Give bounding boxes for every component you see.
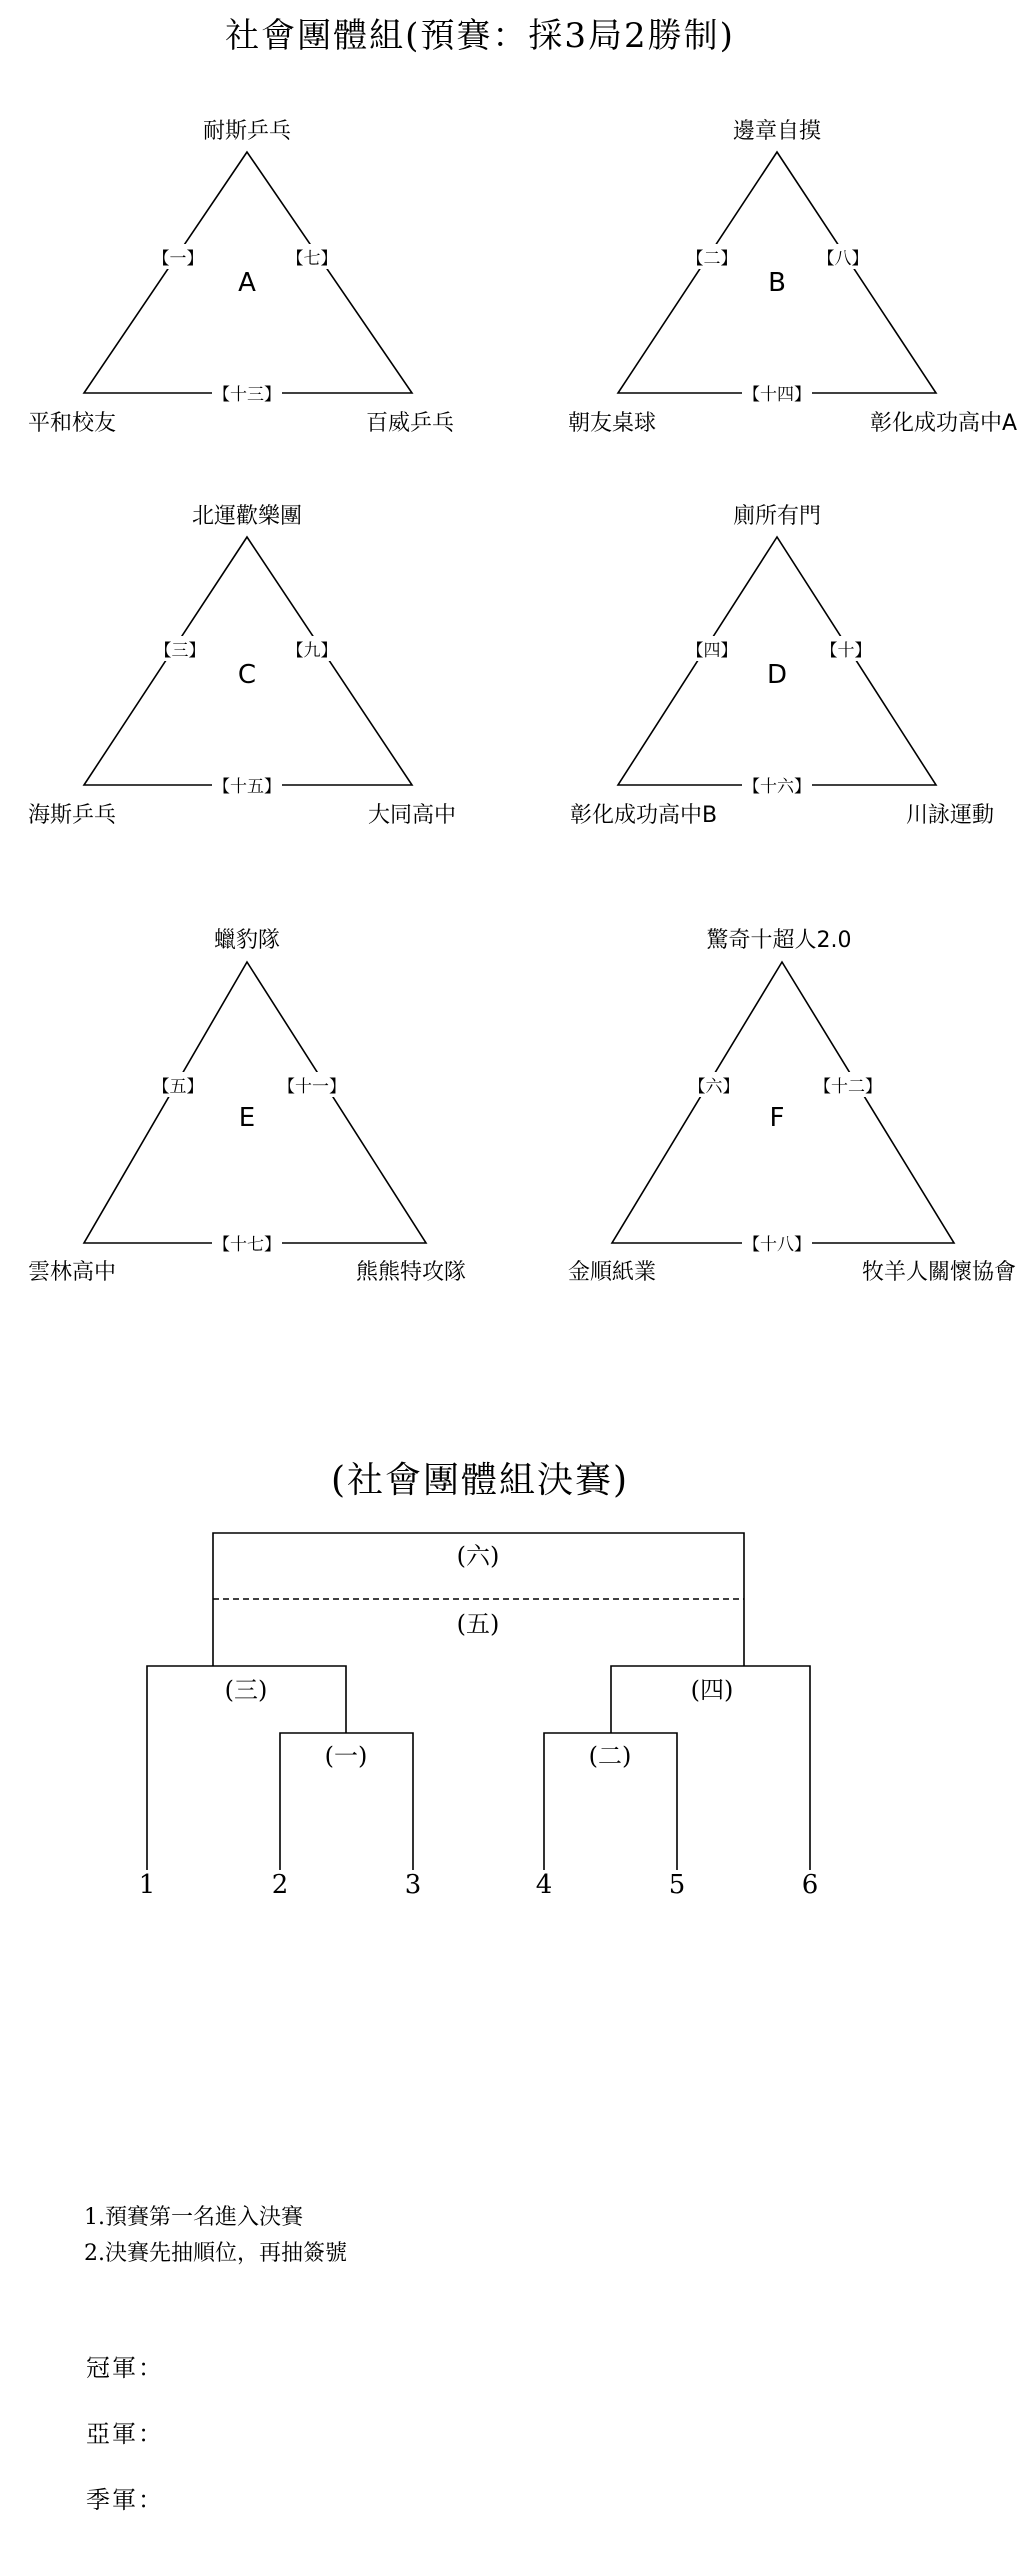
group-a-top-team: 耐斯乒乓 (202, 119, 292, 144)
group-d-left-match: 【四】 (686, 636, 739, 661)
group-c-right-team: 大同高中 (368, 803, 457, 828)
group-b-left-team: 朝友桌球 (568, 411, 657, 436)
group-e-left-match: 【五】 (152, 1072, 205, 1097)
runner-up-label: 亞軍： (86, 2420, 164, 2448)
group-a-right-team: 百威乒乓 (366, 411, 455, 436)
final-match-5-label: (五) (456, 1610, 500, 1638)
group-d-letter: D (766, 660, 788, 690)
group-f-right-match: 【十二】 (813, 1072, 883, 1097)
group-d-right-match: 【十】 (820, 636, 873, 661)
group-b-letter: B (768, 268, 786, 298)
group-c-letter: C (237, 660, 257, 690)
slot-1: 1 (138, 1870, 156, 1900)
group-f-top-team: 驚奇十超人2.0 (706, 928, 852, 953)
group-e-letter: E (238, 1103, 256, 1133)
note-1: 1.預賽第一名進入決賽 (84, 2205, 303, 2230)
group-b-right-match: 【八】 (817, 244, 870, 269)
group-b-right-team: 彰化成功高中A (870, 411, 1018, 436)
group-e-top-team: 蠟豹隊 (213, 928, 281, 953)
slot-2: 2 (271, 1870, 289, 1900)
slot-3: 3 (404, 1870, 422, 1900)
final-match-6-label: (六) (456, 1542, 500, 1570)
note-2: 2.決賽先抽順位，再抽簽號 (84, 2241, 347, 2266)
group-b-bottom-match: 【十四】 (742, 380, 812, 405)
group-b-left-match: 【二】 (686, 244, 739, 269)
final-match-3-label: (三) (224, 1676, 268, 1704)
final-title: (社會團體組決賽) (330, 1460, 630, 1501)
slot-6: 6 (801, 1870, 819, 1900)
group-c-left-team: 海斯乒乓 (28, 803, 117, 828)
champion-label: 冠軍： (86, 2354, 164, 2382)
group-e-right-team: 熊熊特攻隊 (356, 1260, 467, 1285)
group-f-right-team: 牧羊人關懷協會 (862, 1260, 1017, 1285)
group-f-bottom-match: 【十八】 (742, 1230, 812, 1255)
group-c-top-team: 北運歡樂團 (191, 504, 303, 529)
page-title: 社會團體組(預賽：採3局2勝制) (225, 16, 735, 56)
group-c-right-match: 【九】 (286, 636, 339, 661)
group-d-bottom-match: 【十六】 (742, 772, 812, 797)
group-a-right-match: 【七】 (286, 244, 339, 269)
final-match-2-label: (二) (588, 1742, 632, 1770)
slot-4: 4 (535, 1870, 553, 1900)
group-a-letter: A (238, 268, 256, 298)
third-place-label: 季軍： (86, 2486, 164, 2514)
group-a-bottom-match: 【十三】 (212, 380, 282, 405)
group-c-left-match: 【三】 (154, 636, 207, 661)
group-d-top-team: 廁所有門 (732, 504, 822, 529)
group-e-left-team: 雲林高中 (28, 1260, 117, 1285)
group-b-top-team: 邊章自摸 (732, 119, 822, 144)
group-d-right-team: 川詠運動 (906, 803, 995, 828)
group-f-left-team: 金順紙業 (568, 1260, 657, 1285)
group-d-left-team: 彰化成功高中B (570, 803, 718, 828)
group-f-left-match: 【六】 (688, 1072, 741, 1097)
final-match-4-label: (四) (690, 1676, 734, 1704)
group-a-left-team: 平和校友 (28, 411, 117, 436)
group-e-right-match: 【十一】 (277, 1072, 347, 1097)
group-f-letter: F (769, 1103, 785, 1133)
final-match-1-label: (一) (324, 1742, 368, 1770)
group-e-bottom-match: 【十七】 (212, 1230, 282, 1255)
group-c-bottom-match: 【十五】 (212, 772, 282, 797)
group-a-left-match: 【一】 (152, 244, 205, 269)
slot-5: 5 (668, 1870, 686, 1900)
